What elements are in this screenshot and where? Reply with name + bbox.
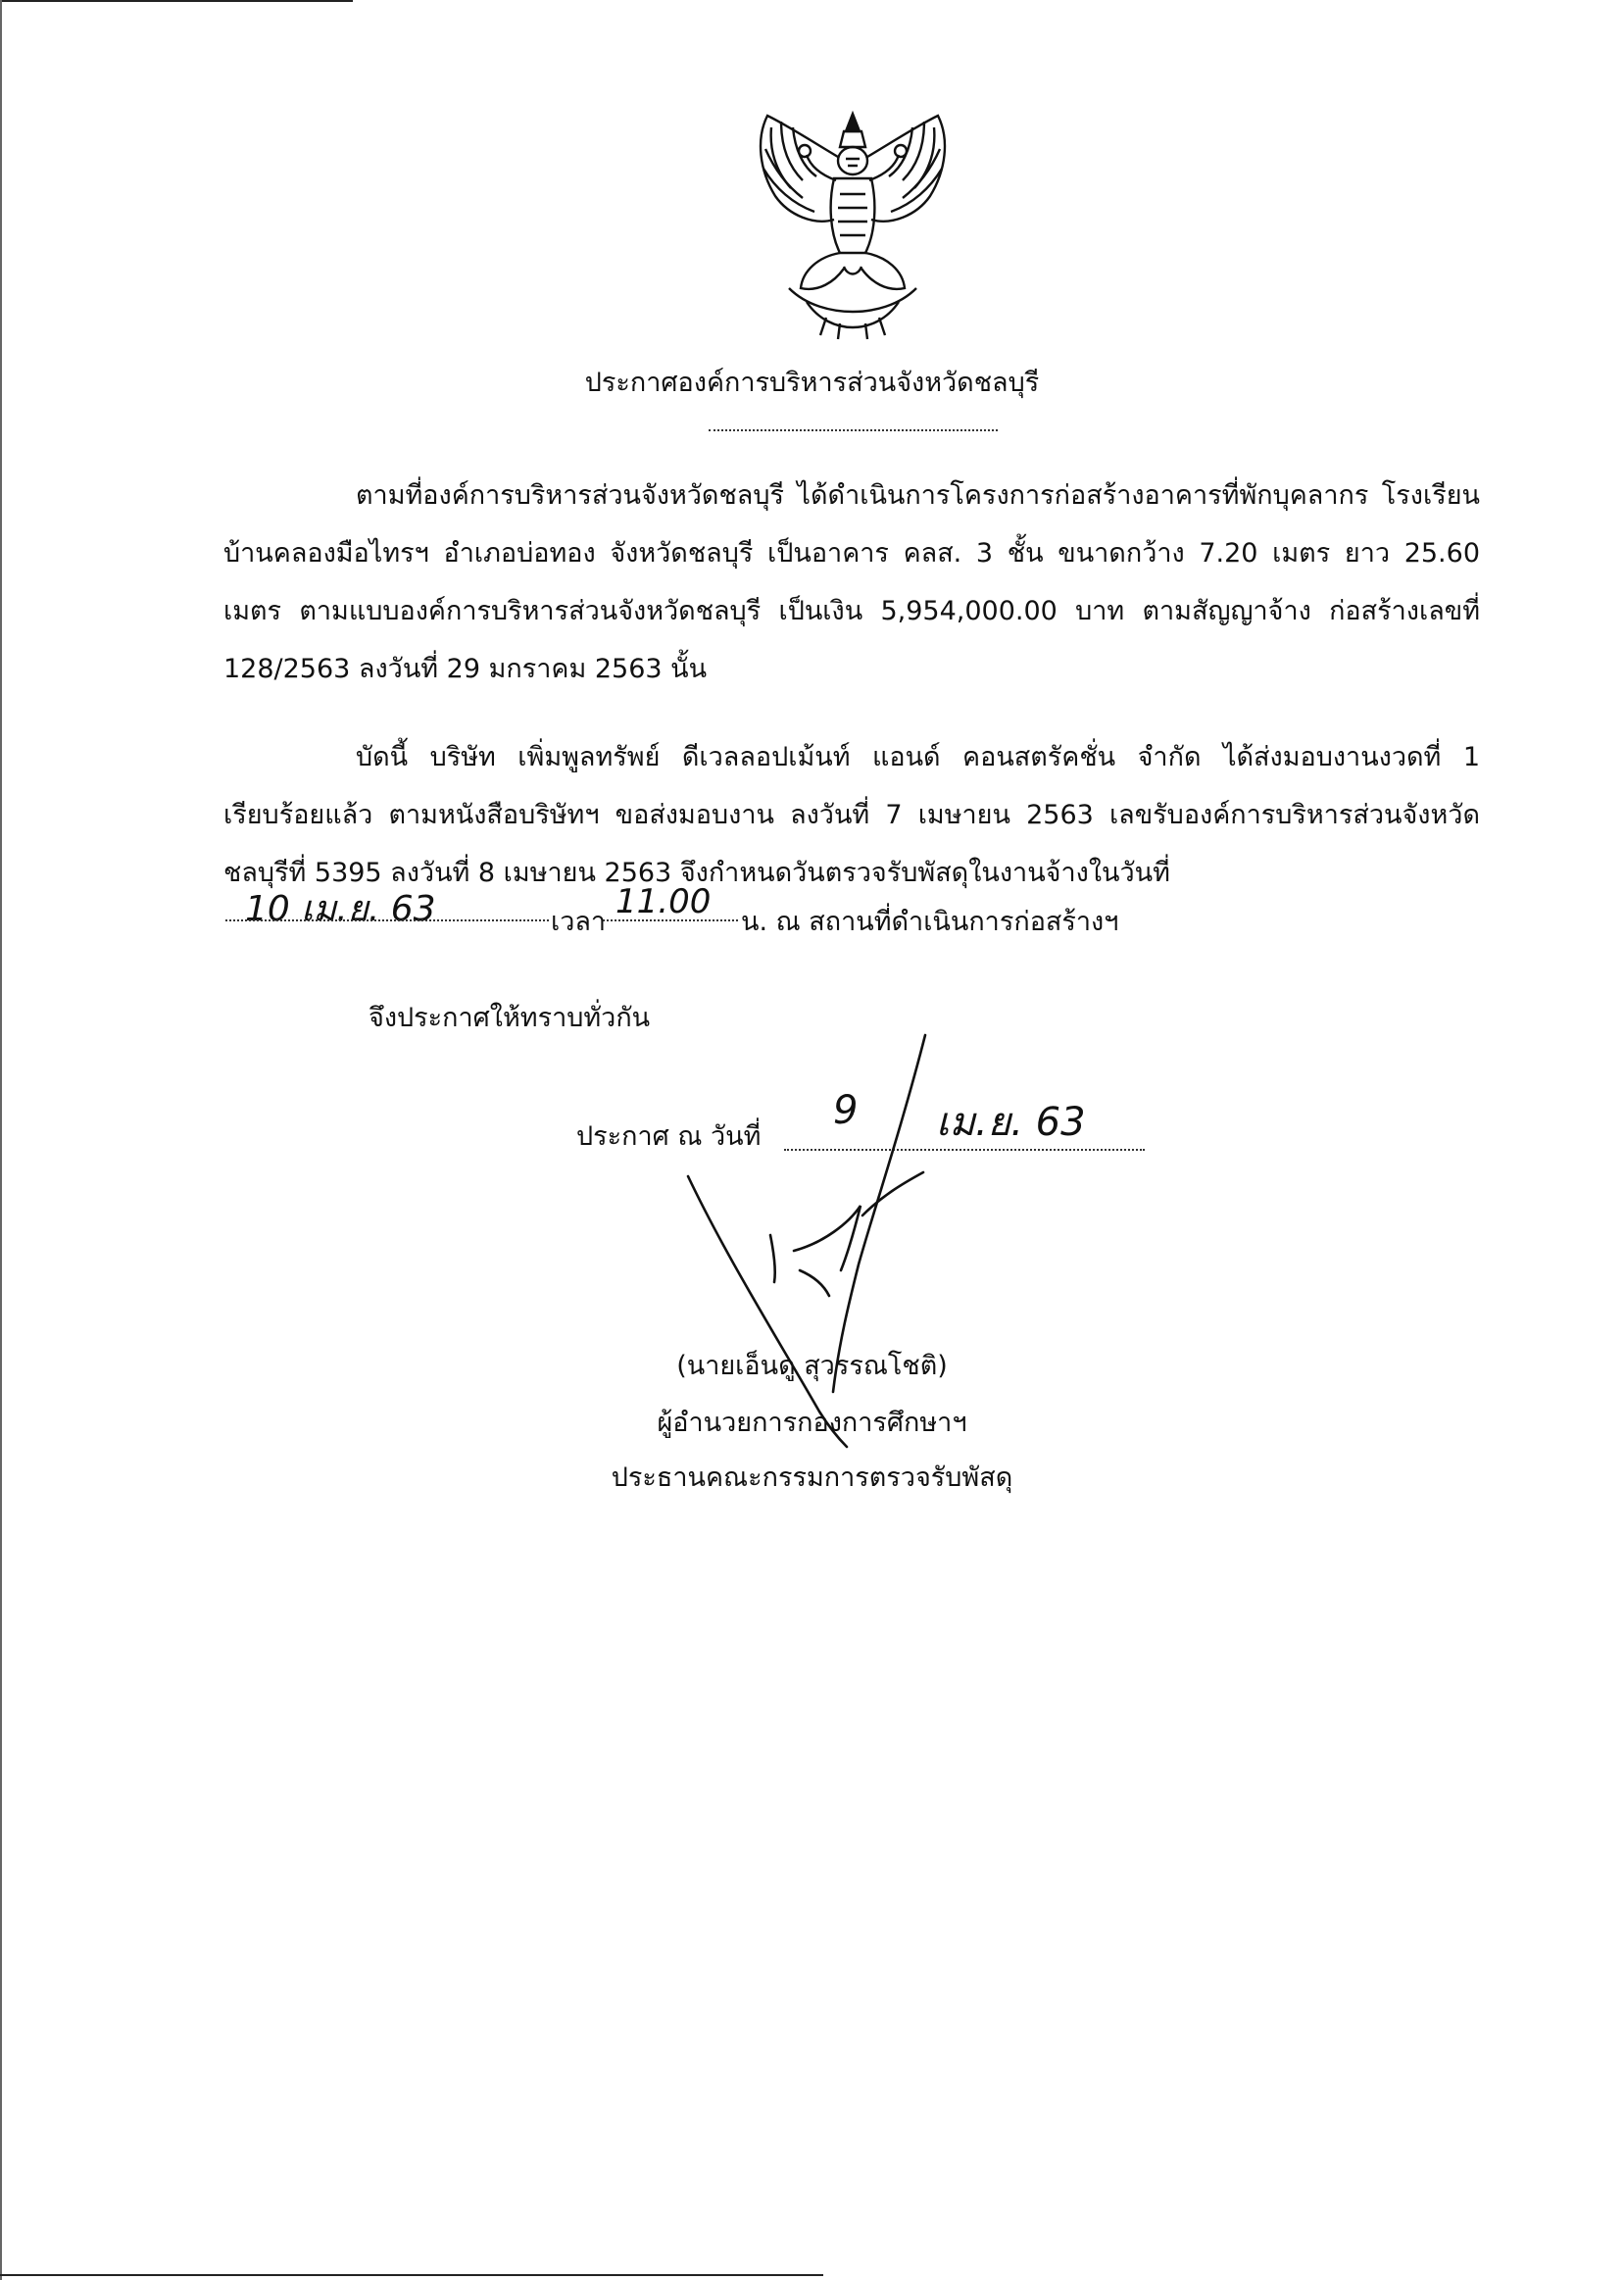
scan-edge-bottom (0, 2274, 823, 2276)
signatory-position: ผู้อำนวยการกองการศึกษาฯ (657, 1408, 967, 1438)
paragraph-1-text: ตามที่องค์การบริหารส่วนจังหวัดชลบุรี ได้ดำเนินการโครงการก่อสร้างอาคารที่พักบุคลากร โรงเรียนบ้านคลองมือไทรฯ อำเภอบ่อทอง จังหวัดชลบุรี เป็นอาคาร คลส. 3 ชั้น ขนาดกว้าง 7.20 เมตร ยาว 25.60 เมตร ตามแบบองค์การบริหารส่วนจังหวัดชลบุรี เป็นเงิน 5,954,000.00 บาท ตามสัญญาจ้าง ก่อสร้างเลขที่ 128/2563 ลงวันที่ 29 มกราคม 2563 นั้น (223, 480, 1480, 684)
place-text: น. ณ สถานที่ดำเนินการก่อสร้างฯ (741, 907, 1119, 937)
announce-date-label: ประกาศ ณ วันที่ (576, 1121, 762, 1152)
paragraph-2-text: บัดนี้ บริษัท เพิ่มพูลทรัพย์ ดีเวลลอปเม้นท์ แอนด์ คอนสตรัคชั่น จำกัด ได้ส่งมอบงานงวดที่ 1 เรียบร้อยแล้ว ตามหนังสือบริษัทฯ ขอส่งมอบงาน ลงวันที่ 7 เมษายน 2563 เลขรับองค์การบริหารส่วนจังหวัด ชลบุรีที่ 5395 ลงวันที่ 8 เมษายน 2563 จึงกำหนดวันตรวจรับพัสดุในงานจ้างในวันที่ (223, 742, 1480, 888)
paragraph-project-details (223, 467, 1480, 698)
document-title: ประกาศองค์การบริหารส่วนจังหวัดชลบุรี (584, 368, 1040, 398)
time-label: เวลา (551, 907, 607, 937)
handwritten-inspection-time: 11.00 (615, 882, 712, 921)
announcement-closing: จึงประกาศให้ทราบทั่วกัน (369, 1003, 651, 1033)
handwritten-announce-day: 9 (833, 1088, 859, 1133)
signatory-role: ประธานคณะกรรมการตรวจรับพัสดุ (611, 1462, 1013, 1493)
title-divider (709, 429, 998, 431)
handwritten-inspection-date: 10 เม.ย. 63 (245, 889, 436, 929)
handwritten-announce-month-year: เม.ย. 63 (936, 1100, 1086, 1145)
time-fill-line (603, 919, 738, 921)
scan-edge-top (0, 0, 353, 2)
date-fill-line (225, 919, 549, 921)
signatory-name: (นายเอ็นดู สุวรรณโชติ) (676, 1351, 948, 1381)
garuda-emblem (750, 110, 956, 340)
scan-edge-left (0, 0, 2, 2280)
paragraph-delivery-notice (223, 728, 1480, 902)
